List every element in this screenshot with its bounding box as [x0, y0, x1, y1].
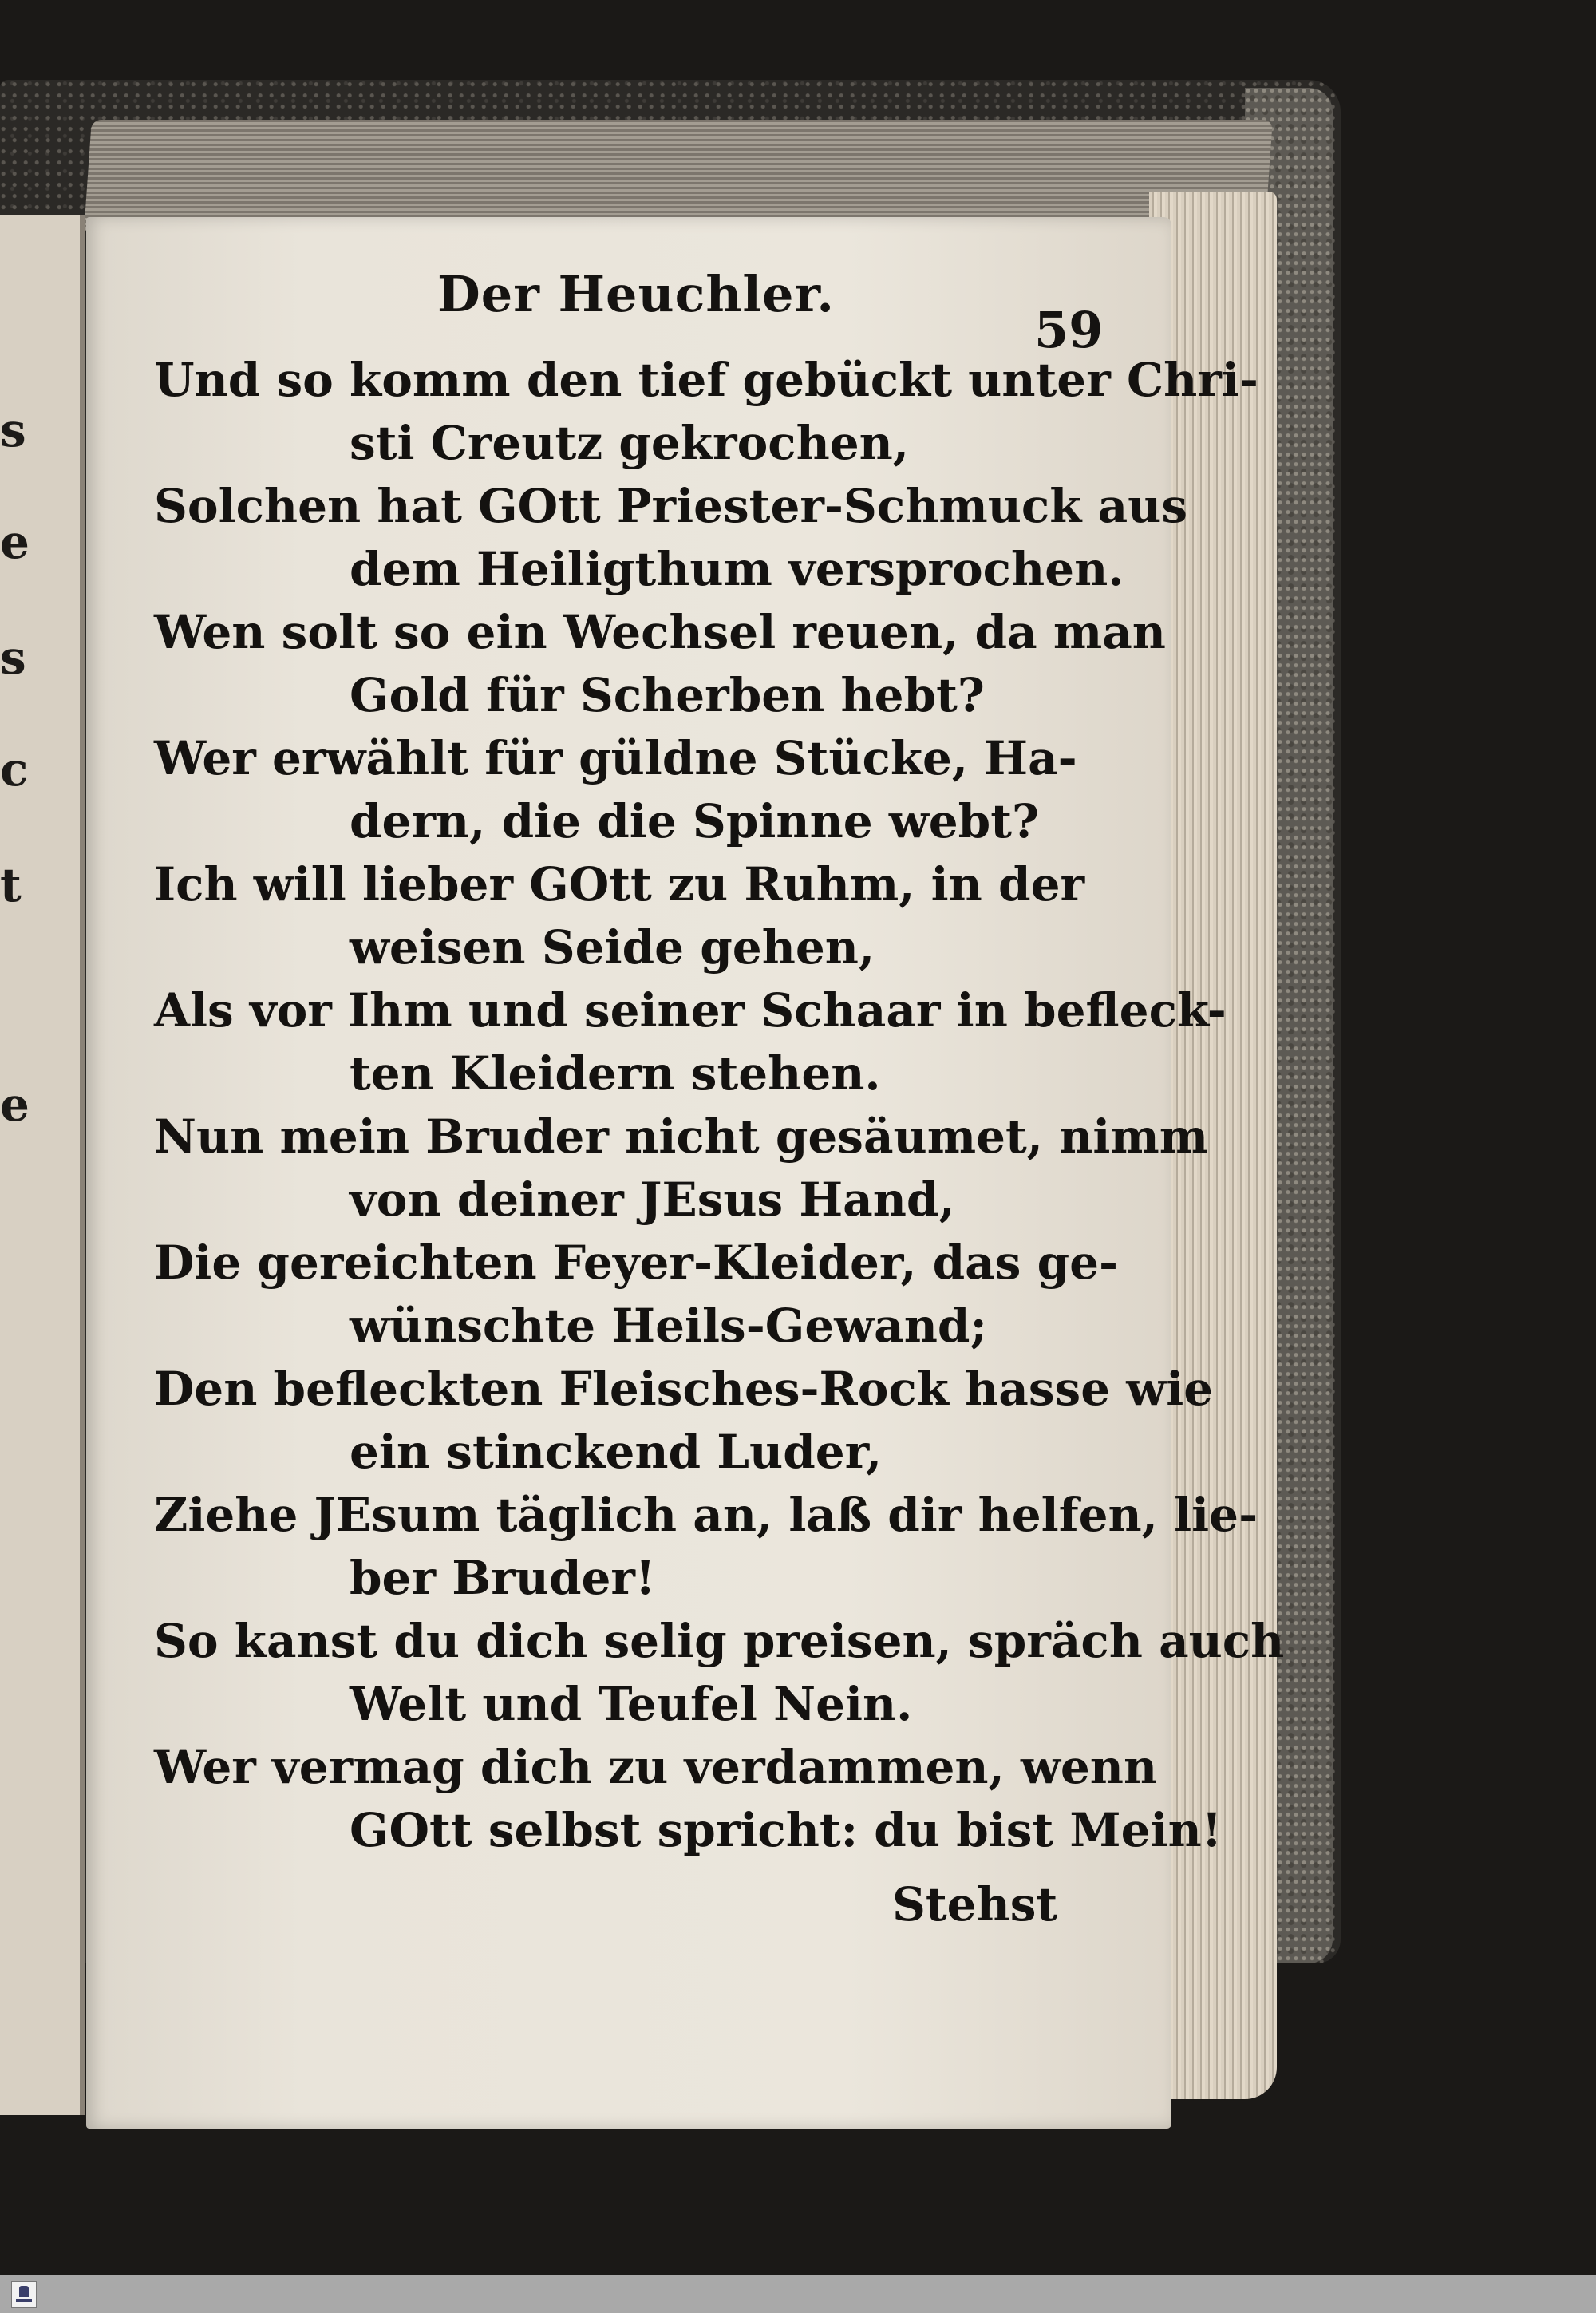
verse-continuation-line: dem Heiligthum versprochen.	[350, 542, 1124, 596]
verse-continuation-line: ten Kleidern stehen.	[350, 1046, 881, 1101]
left-page-fragment: s	[0, 631, 26, 685]
viewer-footer-bar	[0, 2275, 1596, 2313]
verse-continuation-line: ber Bruder!	[350, 1551, 656, 1605]
left-page-fragment: e	[0, 515, 30, 569]
verse-continuation-line: Welt und Teufel Nein.	[350, 1677, 913, 1731]
verse-line: Die gereichten Feyer-Kleider, das ge-	[154, 1236, 1119, 1290]
page-number: 59	[1034, 301, 1104, 359]
book-page	[86, 217, 1285, 2129]
verse-continuation-line: wünschte Heils-Gewand;	[350, 1299, 987, 1353]
left-page-fragment: e	[0, 1077, 30, 1132]
left-page-fragment: s	[0, 403, 26, 457]
verse-line: Solchen hat GOtt Priester-Schmuck aus	[154, 479, 1188, 533]
verse-continuation-line: Gold für Scherben hebt?	[350, 668, 985, 722]
page-top-edge	[84, 120, 1273, 231]
verse-continuation-line: ein stinckend Luder,	[350, 1425, 883, 1479]
verse-continuation-line: von deiner JEsus Hand,	[350, 1172, 955, 1227]
left-page-fragment: c	[0, 742, 29, 797]
left-page-sliver	[0, 215, 85, 2115]
left-page-fragment: t	[0, 858, 22, 912]
verse-line: Wer erwählt für güldne Stücke, Ha-	[154, 731, 1077, 785]
verse-continuation-line: dern, die die Spinne webt?	[350, 794, 1039, 848]
verse-line: Nun mein Bruder nicht gesäumet, nimm	[154, 1109, 1209, 1164]
verse-line: Ich will lieber GOtt zu Ruhm, in der	[154, 857, 1085, 911]
verse-line: Als vor Ihm und seiner Schaar in befleck-	[154, 983, 1227, 1038]
verse-continuation-line: sti Creutz gekrochen,	[350, 416, 910, 470]
verse-line: Ziehe JEsum täglich an, laß dir helfen, lie-	[154, 1488, 1258, 1542]
verse-line: Wen solt so ein Wechsel reuen, da man	[154, 605, 1166, 659]
catchword: Stehst	[892, 1877, 1058, 1931]
running-head: Der Heuchler.	[437, 265, 835, 323]
verse-line: Und so komm den tief gebückt unter Chri-	[154, 353, 1258, 407]
verse-continuation-line: weisen Seide gehen,	[350, 920, 875, 975]
verse-line: So kanst du dich selig preisen, spräch auch	[154, 1614, 1285, 1668]
library-logo-icon	[11, 2281, 37, 2308]
verse-line: Wer vermag dich zu verdammen, wenn	[154, 1740, 1158, 1794]
verse-continuation-line: GOtt selbst spricht: du bist Mein!	[350, 1803, 1223, 1857]
verse-line: Den befleckten Fleisches-Rock hasse wie	[154, 1362, 1214, 1416]
